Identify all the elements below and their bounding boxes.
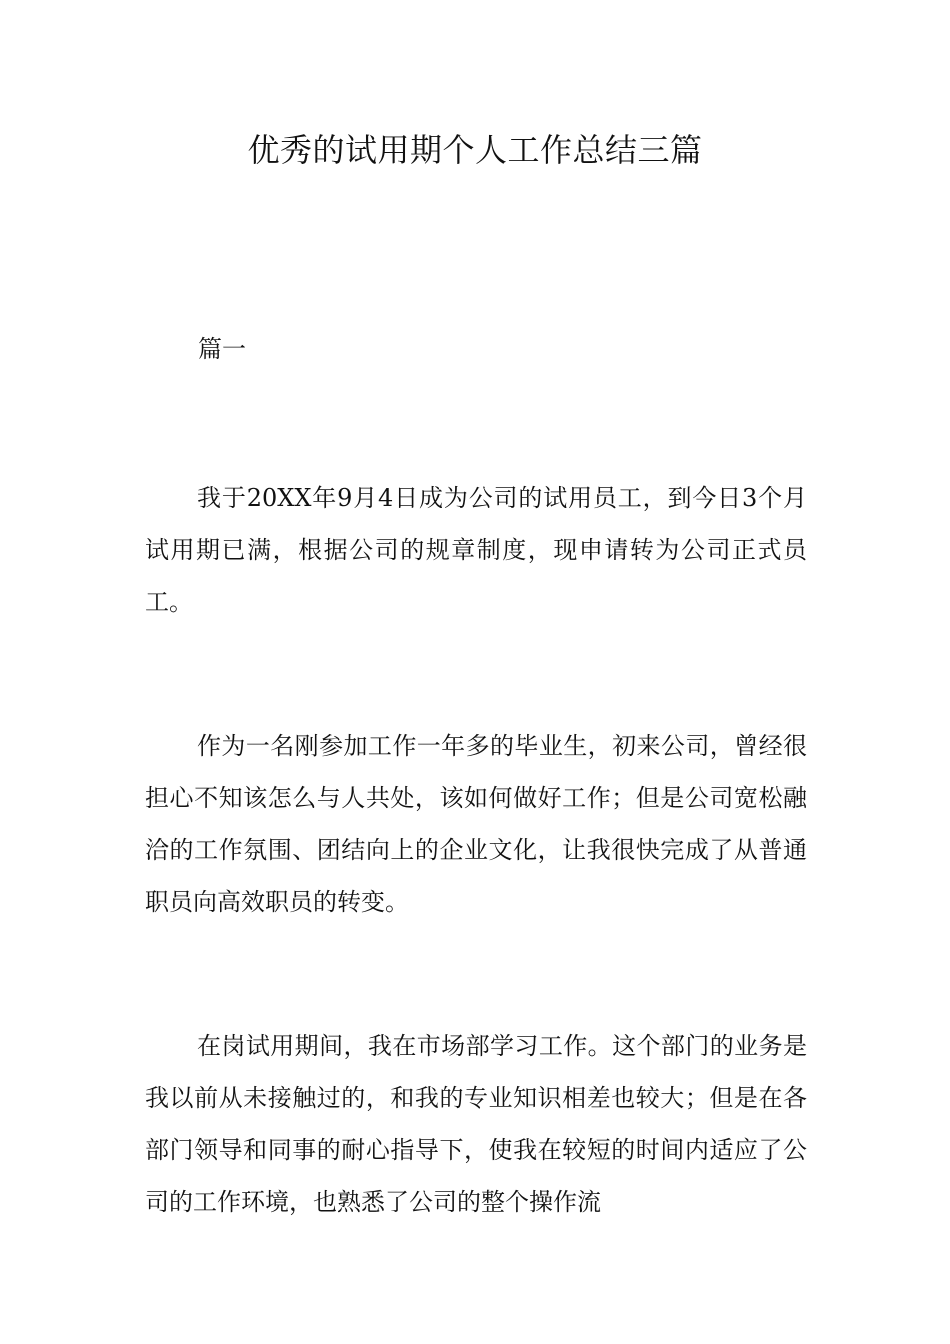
paragraph-1: 我于20XX年9月4日成为公司的试用员工，到今日3个月试用期已满，根据公司的规章制度，现申请转为公司正式员工。 bbox=[145, 484, 807, 616]
paragraph-3: 在岗试用期间，我在市场部学习工作。这个部门的业务是我以前从未接触过的，和我的专业知识相差也较大；但是在各部门领导和同事的耐心指导下，使我在较短的时间内适应了公司的工作环境，也熟悉了公司的整个操作流 bbox=[145, 1032, 807, 1216]
paragraph-2: 作为一名刚参加工作一年多的毕业生，初来公司，曾经很担心不知该怎么与人共处，该如何做好工作；但是公司宽松融洽的工作氛围、团结向上的企业文化，让我很快完成了从普通职员向高效职员的转变。 bbox=[145, 732, 807, 916]
document-title: 优秀的试用期个人工作总结三篇 bbox=[247, 131, 703, 169]
section-label: 篇一 bbox=[198, 335, 246, 363]
